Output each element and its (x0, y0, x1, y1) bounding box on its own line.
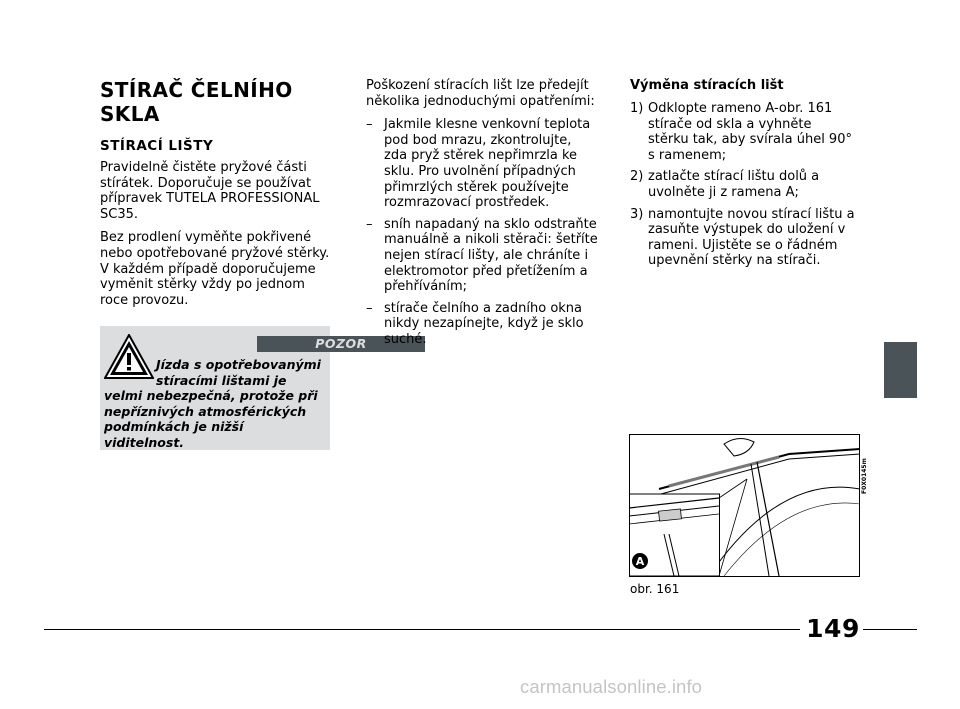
list-marker: – (366, 216, 373, 232)
step-number: 2) (630, 169, 644, 185)
list-item-text: Jakmile klesne venkovní teplota pod bod mrazu, zkontrolujte, zda pryž stěrek nepřimrzla ke sklu. Pro uvolnění případných přimrzlých stěrek používejte rozmrazovací prostředek. (384, 117, 591, 211)
list-marker: – (366, 117, 373, 133)
step-text: zatlačte stírací lištu dolů a uvolněte ji z ramena A; (648, 169, 820, 200)
watermark: carmanualsonline.info (520, 676, 703, 697)
step-text: namontujte novou stírací lištu a zasuňte výstupek do uložení v rameni. Ujistěte se o řádném upevnění stěrky na stírači. (648, 206, 855, 269)
paragraph-cleaning: Pravidelně čistěte pryžové části stírátek. Doporučuje se používat přípravek TUTELA PROFESSIONAL SC35. (100, 160, 320, 222)
middle-column (366, 78, 598, 354)
list-item (366, 117, 598, 211)
warning-label: POZOR (257, 336, 425, 352)
figure-code: F0X0145m (861, 458, 868, 494)
step-number: 1) (630, 101, 644, 116)
footer-rule-right (863, 629, 917, 630)
replacement-heading: Výměna stíracích lišt (630, 78, 784, 93)
left-column (100, 78, 332, 316)
prevention-list (366, 117, 598, 347)
replacement-steps (630, 101, 855, 269)
chapter-tab (884, 342, 917, 398)
step-number: 3) (630, 206, 644, 222)
paragraph-replacement: Bez prodlení vyměňte pokřivené nebo opotřebované pryžové stěrky. V každém případě doporučujeme vyměnit stěrky vždy po jednom roce provozu. (100, 230, 330, 308)
list-item (366, 301, 598, 348)
step-item (630, 169, 855, 200)
list-marker: – (366, 300, 373, 316)
warning-text: Jízda s opotřebovanými stíracími lištami je velmi nebezpečná, protože při nepříznivých atmosférických podmínkách je nižší viditelnost. (104, 357, 321, 450)
step-item (630, 207, 855, 269)
warning-box (100, 326, 367, 450)
footer-rule-left (44, 629, 800, 630)
list-item-text: sníh napadaný na sklo odstraňte manuálně a nikoli stěrači: šetříte nejen stírací lišty, ale chráníte i elektromotor před přetížením a přehříváním; (384, 216, 598, 295)
step-text: Odklopte rameno A-obr. 161 stírače od skla a vyhněte stěrku tak, aby svírala úhel 90° s ramenem; (648, 101, 852, 163)
figure-callout-a: A (635, 555, 645, 568)
figure-caption: obr. 161 (630, 582, 680, 596)
prevention-intro: Poškození stíracích lišt lze předejít několika jednoduchými opatřeními: (366, 78, 595, 109)
list-item (366, 217, 598, 295)
list-item-text: stírače čelního a zadního okna nikdy nezapínejte, když je sklo suché. (384, 300, 584, 347)
step-item (630, 101, 855, 163)
wiper-blade-illustration (629, 434, 860, 577)
section-subtitle: STÍRACÍ LIŠTY (100, 138, 214, 154)
page-number: 149 (806, 614, 860, 643)
right-column (630, 78, 855, 275)
page-title: STÍRAČ ČELNÍHO SKLA (100, 78, 293, 126)
